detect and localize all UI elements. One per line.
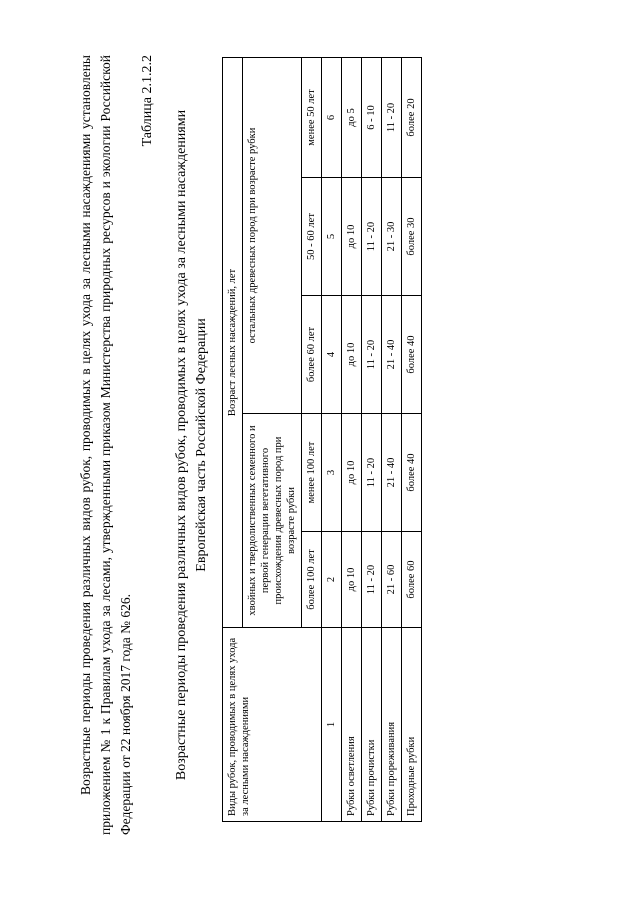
table-cell: более 30 xyxy=(402,178,422,296)
table-cell: 21 - 60 xyxy=(382,532,402,628)
table-title xyxy=(172,65,212,825)
table-cell: более 60 xyxy=(402,532,422,628)
sub-header: более 60 лет xyxy=(302,296,322,414)
table-title-line2: Европейская часть Российской Федерации xyxy=(194,318,209,572)
table-row xyxy=(362,57,382,821)
table-cell: 11 - 20 xyxy=(382,57,402,177)
header-row-1 xyxy=(223,57,243,821)
table-cell: 21 - 30 xyxy=(382,178,402,296)
row-label: Рубки осветления xyxy=(342,628,362,822)
table-cell: более 40 xyxy=(402,414,422,532)
table-cell: 11 - 20 xyxy=(362,532,382,628)
table-cell: до 10 xyxy=(342,532,362,628)
table-row xyxy=(402,57,422,821)
table-number: Таблица 2.1.2.2 xyxy=(140,55,155,147)
table-row xyxy=(342,57,362,821)
column-number: 5 xyxy=(322,178,342,296)
intro-paragraph xyxy=(76,55,136,835)
table-cell: более 40 xyxy=(402,296,422,414)
table-row xyxy=(382,57,402,821)
table-cell: до 5 xyxy=(342,57,362,177)
table-cell: 11 - 20 xyxy=(362,414,382,532)
table-cell: до 10 xyxy=(342,414,362,532)
table-cell: 21 - 40 xyxy=(382,296,402,414)
col-header-group-b: остальных древесных пород при возрасте рубки xyxy=(243,57,302,413)
table-cell: до 10 xyxy=(342,178,362,296)
column-number-row xyxy=(322,57,342,821)
table-cell: 11 - 20 xyxy=(362,296,382,414)
sub-header: 50 - 60 лет xyxy=(302,178,322,296)
column-number: 1 xyxy=(322,628,342,822)
table-cell: 21 - 40 xyxy=(382,414,402,532)
sub-header: более 100 лет xyxy=(302,532,322,628)
column-number: 2 xyxy=(322,532,342,628)
column-number: 4 xyxy=(322,296,342,414)
sub-header: менее 100 лет xyxy=(302,414,322,532)
row-label: Проходные рубки xyxy=(402,628,422,822)
col-header-group-a: хвойных и твердолиственных семенного и первой генерации вегетативного происхождения древесных пород при возрасте рубки xyxy=(243,414,302,628)
table-cell: 6 - 10 xyxy=(362,57,382,177)
row-label: Рубки прочистки xyxy=(362,628,382,822)
col-header-cutting-type: Виды рубок, проводимых в целях ухода за лесными насаждениями xyxy=(223,628,322,822)
table-cell: до 10 xyxy=(342,296,362,414)
table-title-line1: Возрастные периоды проведения различных видов рубок, проводимых в целях ухода за лесными насаждениями xyxy=(174,109,189,781)
column-number: 3 xyxy=(322,414,342,532)
table-cell: 11 - 20 xyxy=(362,178,382,296)
row-label: Рубки прореживания xyxy=(382,628,402,822)
col-header-age: Возраст лесных насаждений, лет xyxy=(223,57,243,627)
sub-header: менее 50 лет xyxy=(302,57,322,177)
intro-text: Возрастные периоды проведения различных видов рубок, проводимых в целях ухода за лесными насаждениями установлены приложением № 1 к Правилам ухода за лесами, утвержденными приказом Министерства природных ресурсов и экологии Российской Федерации от 22 ноября 2017 года № 626. xyxy=(78,55,133,835)
age-periods-table xyxy=(222,57,422,822)
table-cell: более 20 xyxy=(402,57,422,177)
column-number: 6 xyxy=(322,57,342,177)
